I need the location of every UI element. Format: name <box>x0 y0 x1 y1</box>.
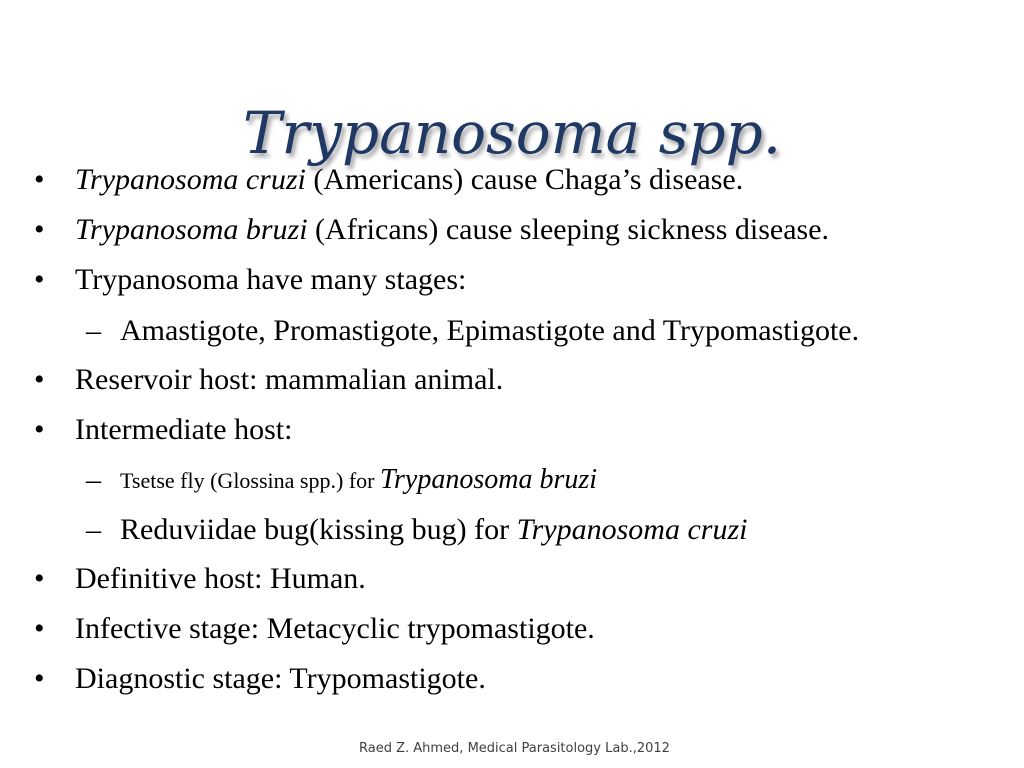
bullet-text: Infective stage: Metacyclic trypomastigote. <box>75 612 595 645</box>
bullet-item <box>34 410 1004 450</box>
species-name: Trypanosoma cruzi <box>75 163 306 196</box>
bullet-marker: • <box>34 363 45 396</box>
bullet-text: Definitive host: Human. <box>75 562 366 595</box>
bullet-text: Reduviidae bug(kissing bug) for <box>120 513 517 546</box>
sub-bullet-marker: – <box>86 314 101 347</box>
bullet-text: Diagnostic stage: Trypomastigote. <box>75 662 486 695</box>
species-name: Trypanosoma bruzi <box>75 213 308 246</box>
bullet-item <box>34 559 1004 599</box>
bullet-item <box>34 260 1004 300</box>
bullet-text: Amastigote, Promastigote, Epimastigote and Trypomastigote. <box>120 314 860 347</box>
bullet-item <box>34 360 1004 400</box>
bullet-text: (Americans) cause Chaga’s disease. <box>305 163 744 196</box>
sub-bullet-marker: – <box>86 513 101 546</box>
bullet-text: Tsetse fly (Glossina spp.) for <box>120 468 380 493</box>
bullet-item <box>34 160 1004 200</box>
slide-footer: Raed Z. Ahmed, Medical Parasitology Lab.,2012 <box>359 741 670 756</box>
bullet-text: Reservoir host: mammalian animal. <box>75 363 504 396</box>
bullet-text: (Africans) cause sleeping sickness disease. <box>307 213 830 246</box>
species-name: Trypanosoma bruzi <box>379 464 598 495</box>
sub-bullet-item <box>34 509 1004 551</box>
bullet-item <box>34 659 1004 699</box>
bullet-text: Trypanosoma have many stages: <box>75 263 467 296</box>
bullet-item <box>34 210 1004 250</box>
bullet-marker: • <box>34 612 45 645</box>
bullet-marker: • <box>34 413 45 446</box>
bullet-marker: • <box>34 562 45 595</box>
sub-bullet-item <box>34 460 1004 501</box>
sub-bullet-item <box>34 310 1004 352</box>
bullet-item <box>34 609 1004 649</box>
bullet-text: Intermediate host: <box>75 413 293 446</box>
bullet-marker: • <box>34 213 45 246</box>
slide-title: Trypanosoma spp. <box>242 99 782 167</box>
sub-bullet-marker: – <box>86 463 101 496</box>
bullet-marker: • <box>34 163 45 196</box>
bullet-marker: • <box>34 662 45 695</box>
bullet-list <box>34 160 1004 709</box>
bullet-marker: • <box>34 263 45 296</box>
species-name: Trypanosoma cruzi <box>516 513 748 546</box>
